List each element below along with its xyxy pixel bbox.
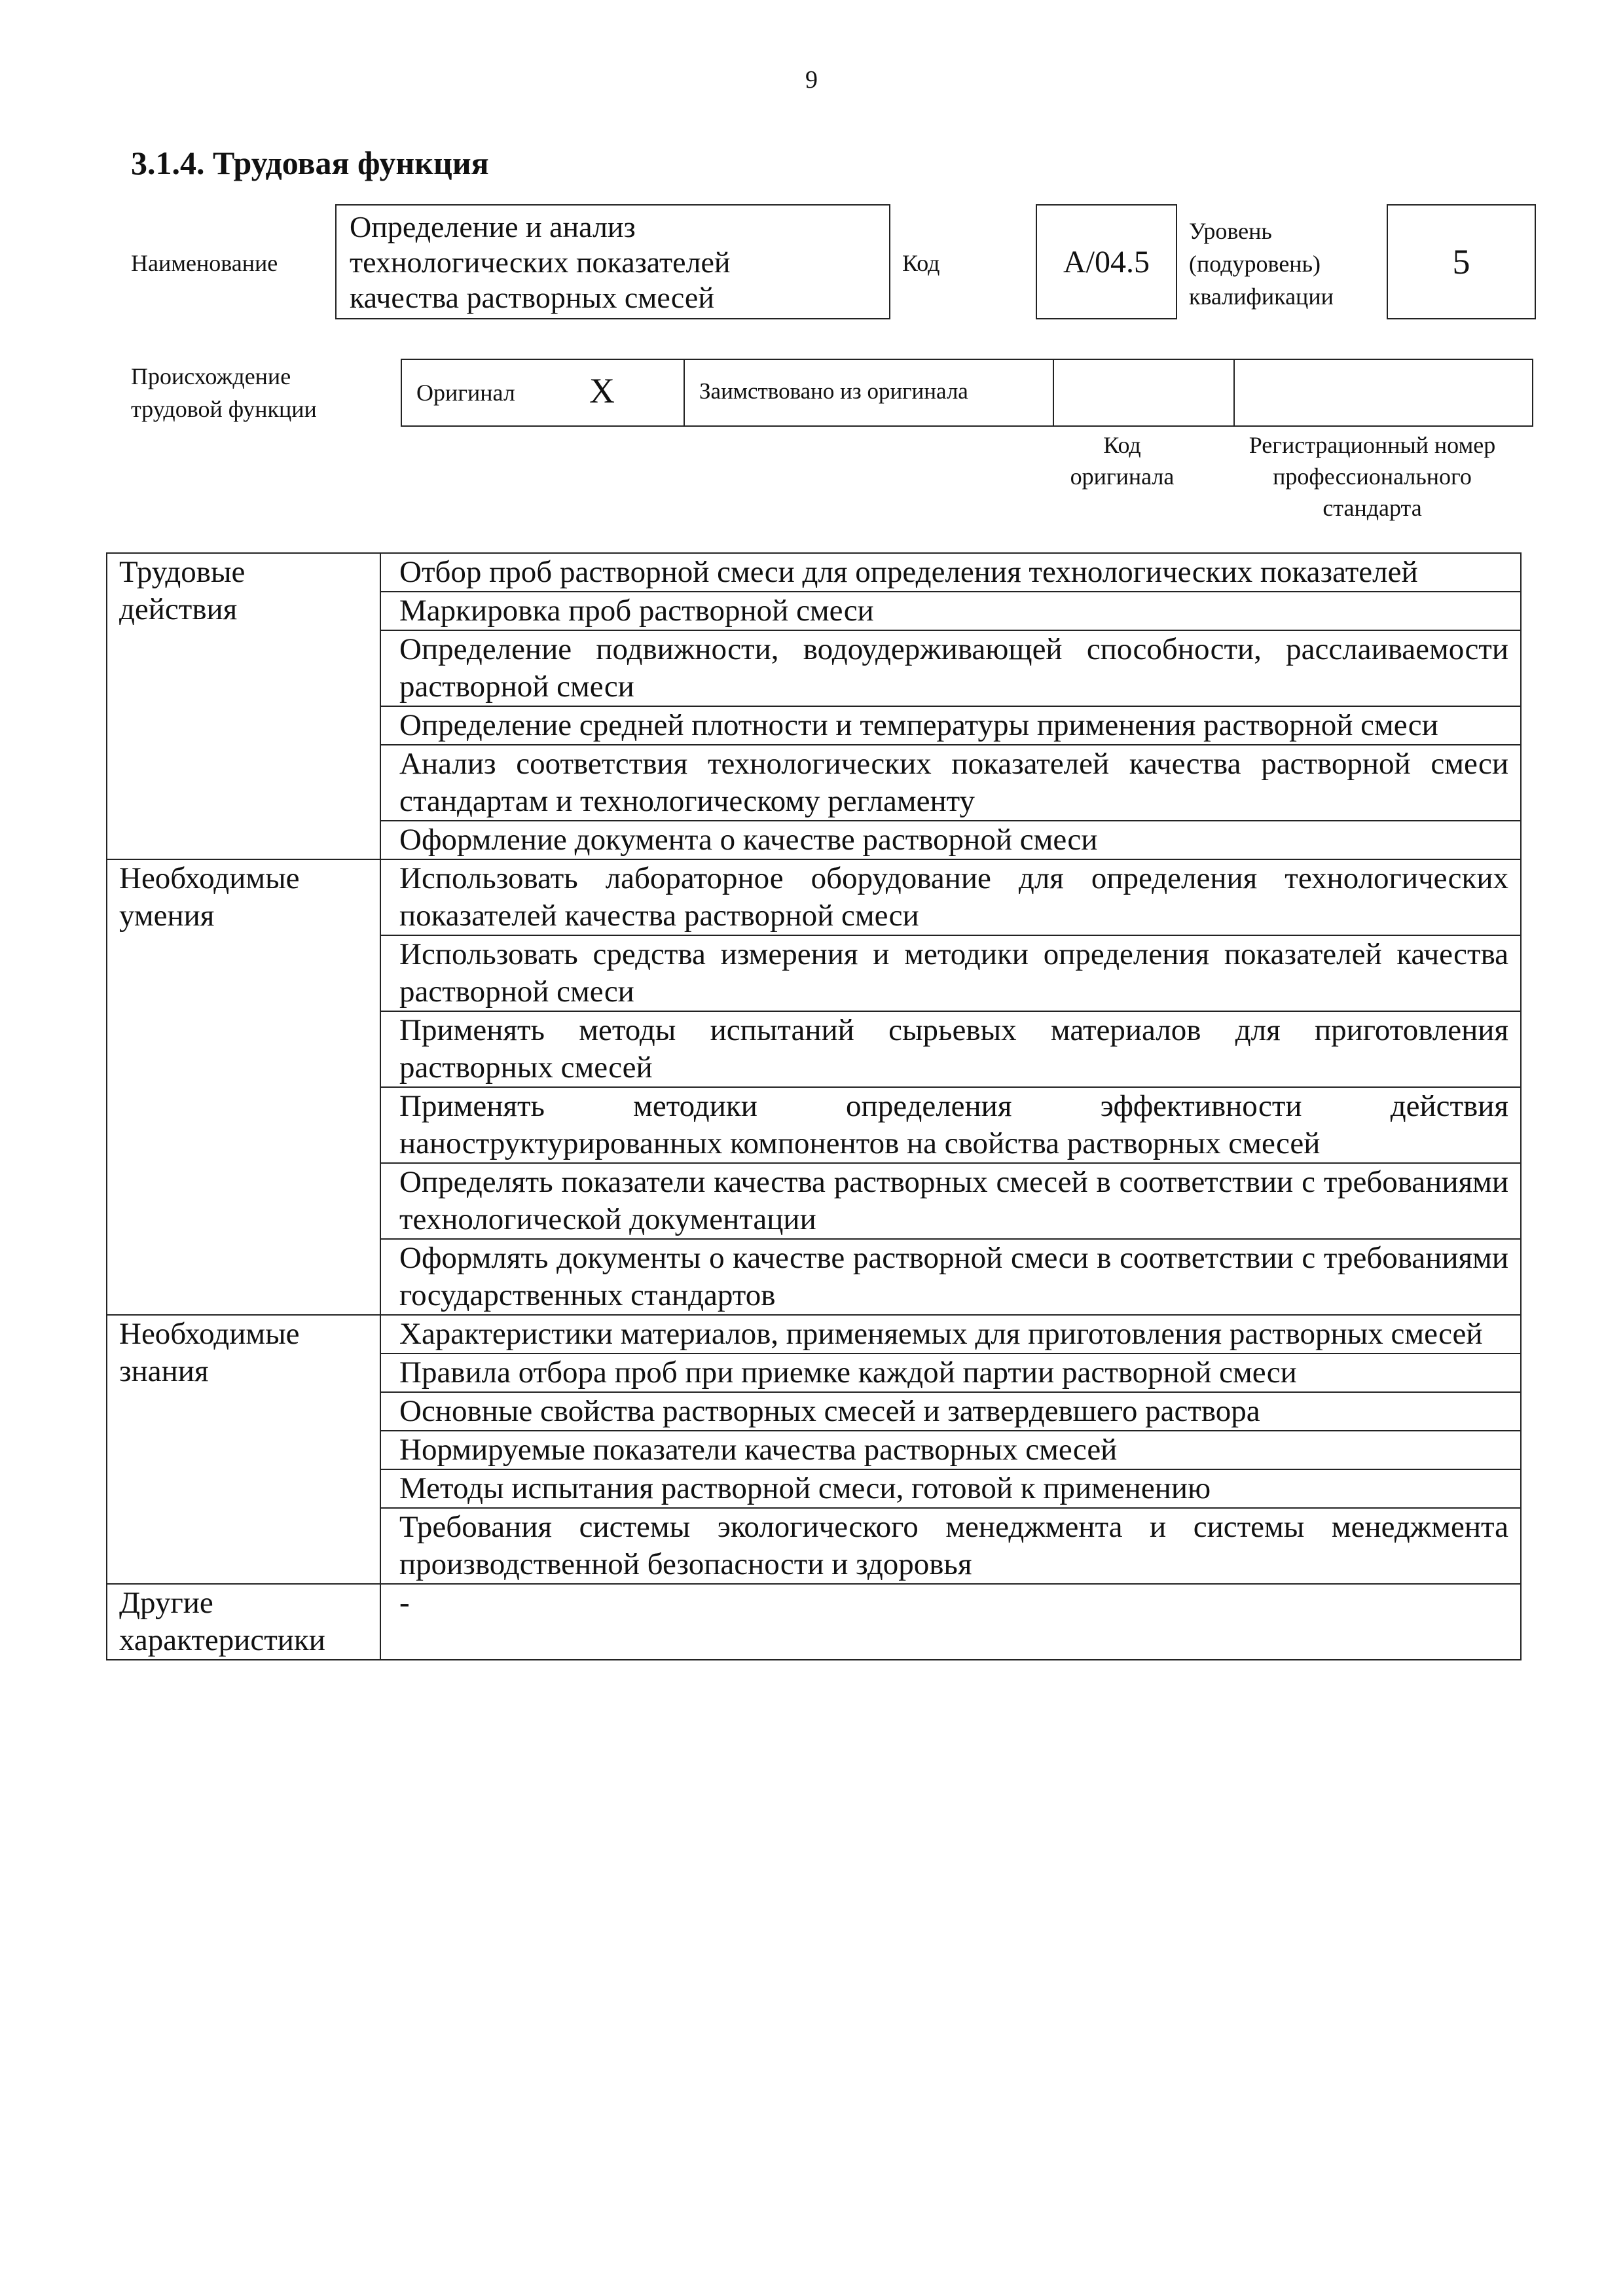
level-value: 5 <box>1387 204 1536 319</box>
table-cell: Оформление документа о качестве растворной смеси <box>380 821 1521 859</box>
origin-label <box>131 360 317 425</box>
category-knowledge <box>107 1315 380 1584</box>
category-line: знания <box>119 1354 209 1388</box>
origin-divider <box>684 360 685 425</box>
table-cell: Определять показатели качества растворных смесей в соответствии с требованиями технологической документации <box>380 1163 1521 1239</box>
table-cell: Определение средней плотности и температуры применения растворной смеси <box>380 706 1521 745</box>
table-cell: Отбор проб растворной смеси для определения технологических показателей <box>380 553 1521 592</box>
reg-number-caption <box>1209 429 1536 524</box>
original-label: Оригинал <box>416 380 515 406</box>
table-cell: Нормируемые показатели качества растворных смесей <box>380 1431 1521 1469</box>
table-cell: Маркировка проб растворной смеси <box>380 592 1521 630</box>
function-name-box <box>335 204 890 319</box>
function-name-line: Определение и анализ <box>350 210 636 243</box>
function-name-line: технологических показателей <box>350 245 731 279</box>
origin-label-line: Происхождение <box>131 363 291 389</box>
table-cell: Применять методы испытаний сырьевых материалов для приготовления растворных смесей <box>380 1011 1521 1087</box>
category-other <box>107 1584 380 1660</box>
category-line: действия <box>119 592 238 626</box>
code-label: Код <box>902 250 940 276</box>
table-row <box>107 553 1521 592</box>
category-line: характеристики <box>119 1623 325 1657</box>
category-skills <box>107 859 380 1315</box>
table-cell: Использовать лабораторное оборудование для определения технологических показателей качества растворной смеси <box>380 859 1521 935</box>
origin-divider <box>1233 360 1235 425</box>
table-cell: Основные свойства растворных смесей и затвердевшего раствора <box>380 1392 1521 1431</box>
caption-line: профессионального <box>1273 463 1472 490</box>
origin-divider <box>1053 360 1054 425</box>
table-cell: Анализ соответствия технологических показателей качества растворной смеси стандартам и технологическому регламенту <box>380 745 1521 821</box>
category-labor-actions <box>107 553 380 859</box>
caption-line: стандарта <box>1322 495 1422 521</box>
function-name-line: качества растворных смесей <box>350 281 714 314</box>
origin-label-line: трудовой функции <box>131 396 317 422</box>
table-row <box>107 1584 1521 1660</box>
table-cell: Правила отбора проб при приемке каждой партии растворной смеси <box>380 1354 1521 1392</box>
category-line: Необходимые <box>119 1317 300 1351</box>
code-original-caption <box>1046 429 1198 492</box>
level-label-line: (подуровень) <box>1189 251 1321 277</box>
category-line: умения <box>119 899 215 933</box>
table-cell: - <box>380 1584 1521 1660</box>
section-title: 3.1.4. Трудовая функция <box>131 145 489 181</box>
table-cell: Методы испытания растворной смеси, готовой к применению <box>380 1469 1521 1508</box>
caption-line: оригинала <box>1070 463 1175 490</box>
code-value: А/04.5 <box>1036 204 1177 319</box>
level-label-line: Уровень <box>1189 218 1272 244</box>
caption-line: Код <box>1103 432 1141 458</box>
original-mark: X <box>589 371 615 410</box>
name-label: Наименование <box>131 250 278 276</box>
table-cell: Требования системы экологического менеджмента и системы менеджмента производственной безопасности и здоровья <box>380 1508 1521 1584</box>
page-number: 9 <box>805 66 818 94</box>
table-row <box>107 859 1521 935</box>
table-cell: Определение подвижности, водоудерживающей способности, расслаиваемости растворной смеси <box>380 630 1521 706</box>
caption-line: Регистрационный номер <box>1249 432 1496 458</box>
borrowed-label: Заимствовано из оригинала <box>699 378 968 404</box>
category-line: Необходимые <box>119 861 300 895</box>
level-label-line: квалификации <box>1189 283 1334 310</box>
table-cell: Использовать средства измерения и методики определения показателей качества растворной смеси <box>380 935 1521 1011</box>
level-label <box>1189 215 1372 313</box>
table-cell: Применять методики определения эффективности действия наноструктурированных компонентов на свойства растворных смесей <box>380 1087 1521 1163</box>
category-line: Трудовые <box>119 555 246 589</box>
function-details-table <box>106 552 1522 1660</box>
category-line: Другие <box>119 1586 213 1620</box>
table-cell: Оформлять документы о качестве растворной смеси в соответствии с требованиями государственных стандартов <box>380 1239 1521 1315</box>
table-row <box>107 1315 1521 1354</box>
table-cell: Характеристики материалов, применяемых для приготовления растворных смесей <box>380 1315 1521 1354</box>
